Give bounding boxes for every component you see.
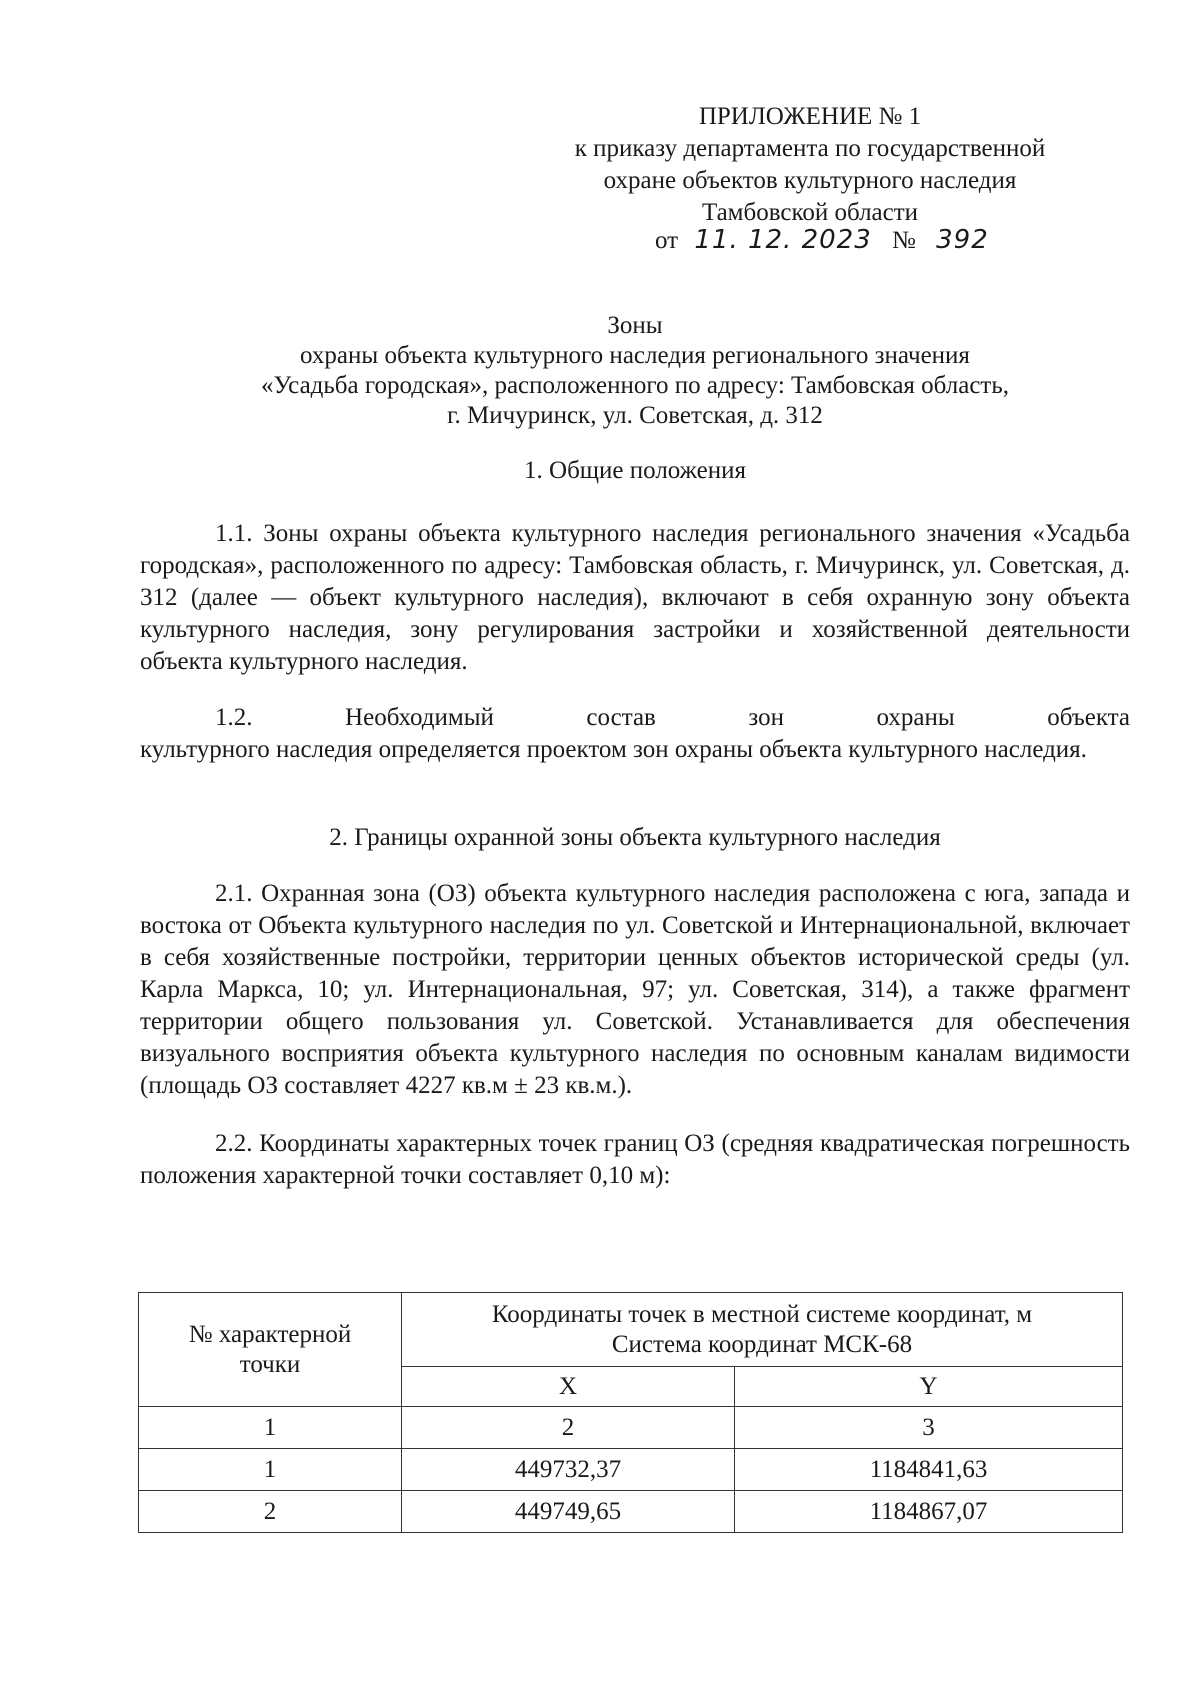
table-cell: 1184867,07 [735, 1491, 1123, 1533]
doc-title-line-1: Зоны [607, 312, 663, 339]
paragraph-1-2-first-line: 1.2. Необходимый состав зон охраны объекта [215, 704, 1130, 731]
appendix-title: ПРИЛОЖЕНИЕ № 1 [698, 103, 922, 130]
header-line-2: охране объектов культурного наследия [603, 167, 1017, 194]
table-cell: 1184841,63 [735, 1449, 1123, 1491]
table-cell: 449749,65 [402, 1491, 735, 1533]
section-2-heading: 2. Границы охранной зоны объекта культурного наследия [329, 824, 941, 851]
table-cell: 2 [139, 1491, 402, 1533]
header-line-1: к приказу департамента по государственной [574, 135, 1046, 162]
table-row [139, 1491, 1123, 1533]
handwritten-date: 11. 12. 2023 [694, 225, 872, 255]
point-number-header: № характерной точки [139, 1293, 402, 1407]
paragraph-1-2: культурного наследия определяется проектом зон охраны объекта культурного наследия. [140, 736, 1087, 763]
x-header: X [402, 1367, 735, 1407]
handwritten-number: 392 [936, 225, 989, 255]
paragraph-2-1: 2.1. Охранная зона (ОЗ) объекта культурного наследия расположена с юга, запада и востока от Объекта культурного наследия по ул. Советской и Интернациональной, включает в себя хозяйственные постройки, территории ценных объектов исторической среды (ул. Карла Маркса, 10; ул. Интернациональная, 97; ул. Советская, 314), а также фрагмент территории общего пользования ул. Советской. Устанавливается для обеспечения визуального восприятия объекта культурного наследия по основным каналам видимости (площадь ОЗ составляет 4227 кв.м ± 23 кв.м.). [140, 880, 1130, 1099]
doc-title-line-3: «Усадьба городская», расположенного по адресу: Тамбовская область, [260, 372, 1010, 399]
table-row [139, 1449, 1123, 1491]
paragraph-1-1: 1.1. Зоны охраны объекта культурного наследия регионального значения «Усадьба городская», расположенного по адресу: Тамбовская область, г. Мичуринск, ул. Советская, д. 312 (далее — объект культурного наследия), включают в себя охранную зону объекта культурного наследия, зону регулирования застройки и хозяйственной деятельности объекта культурного наследия. [140, 520, 1130, 675]
doc-title-line-4: г. Мичуринск, ул. Советская, д. 312 [447, 402, 823, 429]
table-cell: 2 [402, 1407, 735, 1449]
table-header-row [139, 1293, 1123, 1367]
number-prefix: № [892, 227, 916, 254]
table-row [139, 1407, 1123, 1449]
section-1-heading: 1. Общие положения [524, 457, 746, 484]
header-line-3: Тамбовской области [701, 199, 919, 226]
date-prefix: от [655, 227, 679, 254]
paragraph-2-2: 2.2. Координаты характерных точек границ ОЗ (средняя квадратическая погрешность положения характерной точки составляет 0,10 м): [140, 1130, 1130, 1189]
table-cell: 3 [735, 1407, 1123, 1449]
table-cell: 449732,37 [402, 1449, 735, 1491]
coordinates-table [138, 1292, 1123, 1533]
order-date-line [655, 222, 989, 259]
doc-title-line-2: охраны объекта культурного наследия регионального значения [300, 342, 970, 369]
y-header: Y [735, 1367, 1123, 1407]
coordinates-header: Координаты точек в местной системе координат, м Система координат МСК-68 [402, 1293, 1123, 1367]
table-cell: 1 [139, 1449, 402, 1491]
table-cell: 1 [139, 1407, 402, 1449]
